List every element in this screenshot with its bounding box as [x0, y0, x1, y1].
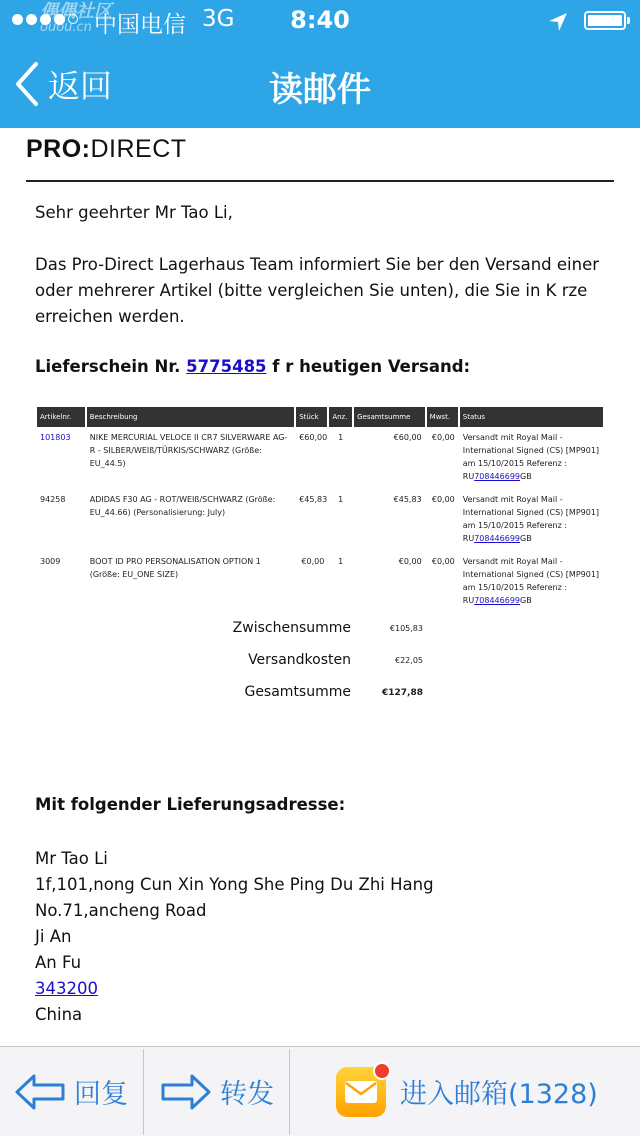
item-description: NIKE MERCURIAL VELOCE II CR7 SILVERWARE AG-R - SILBER/WEIß/TÜRKIS/SCHWARZ (Größe: EU_44.5): [89, 433, 288, 468]
table-row: [37, 427, 603, 489]
article-number: 3009: [40, 557, 61, 566]
shipping-row: [35, 652, 605, 672]
status-time: 8:40: [290, 6, 350, 34]
item-description: ADIDAS F30 AG - ROT/WEIß/SCHWARZ (Größe: EU_44.66) (Personalisierung: July): [89, 495, 276, 517]
reply-button[interactable]: [14, 1047, 128, 1136]
forward-arrow-icon: [160, 1072, 212, 1112]
delivery-heading: Lieferschein Nr. 5775485 f r heutigen Versand:: [35, 357, 471, 376]
nav-bar: [0, 40, 640, 128]
toolbar-divider: [289, 1049, 290, 1135]
item-vat: €0,00: [431, 557, 455, 566]
items-table: [35, 407, 605, 613]
item-quantity: 1: [338, 557, 344, 566]
network-type: 3G: [202, 6, 235, 32]
address-country: China: [35, 1005, 83, 1024]
toolbar-divider: [143, 1049, 144, 1135]
delivery-address: [35, 846, 434, 1028]
column-header: Artikelnr.: [37, 407, 85, 427]
grand-total-value: €127,88: [382, 688, 423, 698]
postcode-link[interactable]: 343200: [35, 979, 98, 998]
column-header: Gesamtsumme: [354, 407, 425, 427]
inbox-label: 进入邮箱(1328): [400, 1079, 598, 1110]
pro-direct-logo: PRO:DIRECT: [26, 135, 187, 163]
address-name: Mr Tao Li: [35, 849, 108, 868]
article-number: 94258: [40, 495, 66, 504]
item-price: €60,00: [299, 433, 328, 442]
delivery-number-link[interactable]: 5775485: [186, 357, 267, 376]
tracking-link[interactable]: 708446699: [474, 472, 520, 481]
grand-total-row: [35, 684, 605, 704]
greeting: Sehr geehrter Mr Tao Li,: [35, 203, 233, 222]
item-price: €45,83: [299, 495, 328, 504]
address-region: An Fu: [35, 953, 82, 972]
watermark: 偶偶社区 ouou.cn: [40, 1, 112, 35]
back-label: 返回: [48, 67, 113, 105]
item-description: BOOT ID PRO PERSONALISATION OPTION 1 (Größe: EU_ONE SIZE): [89, 557, 261, 579]
item-vat: €0,00: [431, 433, 455, 442]
unread-badge-icon: [373, 1062, 391, 1080]
item-status: Versandt mit Royal Mail - International Signed (CS) [MP901] am 15/10/2015 Referenz : RU708446699GB: [462, 495, 600, 543]
column-header: Status: [460, 407, 603, 427]
divider: [26, 180, 614, 182]
forward-label: 转发: [220, 1079, 274, 1110]
column-header: Beschreibung: [87, 407, 294, 427]
table-row: [37, 551, 603, 613]
reply-label: 回复: [74, 1079, 128, 1110]
column-header: Mwst.: [427, 407, 458, 427]
shipping-value: €22,05: [395, 656, 423, 665]
grand-total-label: Gesamtsumme: [244, 684, 351, 700]
article-number-link[interactable]: 101803: [40, 433, 71, 442]
shipping-label: Versandkosten: [248, 652, 351, 668]
item-status: Versandt mit Royal Mail - International Signed (CS) [MP901] am 15/10/2015 Referenz : RU708446699GB: [462, 433, 600, 481]
column-header: Stück: [296, 407, 327, 427]
column-header: Anz.: [329, 407, 352, 427]
item-vat: €0,00: [431, 495, 455, 504]
carrier-name: 中国电信: [94, 12, 186, 38]
tracking-link[interactable]: 708446699: [474, 596, 520, 605]
item-quantity: 1: [338, 495, 344, 504]
mailbox-icon: [336, 1067, 386, 1117]
item-status: Versandt mit Royal Mail - International Signed (CS) [MP901] am 15/10/2015 Referenz : RU708446699GB: [462, 557, 600, 605]
battery-icon: [584, 11, 626, 30]
subtotal-label: Zwischensumme: [232, 620, 351, 636]
item-total: €0,00: [398, 557, 422, 566]
page-title: 读邮件: [269, 70, 371, 110]
top-bar: [0, 0, 640, 128]
status-bar: [0, 0, 640, 40]
email-body[interactable]: [0, 128, 640, 1046]
address-line1: 1f,101,nong Cun Xin Yong She Ping Du Zhi Hang: [35, 875, 434, 894]
intro-paragraph: Das Pro-Direct Lagerhaus Team informiert Sie ber den Versand einer oder mehrerer Artikel (bitte vergleichen Sie unten), die Sie in K rze erreichen werden.: [35, 255, 600, 326]
subtotal-value: €105,83: [389, 624, 423, 633]
item-total: €45,83: [393, 495, 422, 504]
forward-button[interactable]: [160, 1047, 274, 1136]
item-quantity: 1: [338, 433, 344, 442]
item-total: €60,00: [393, 433, 422, 442]
address-line2: No.71,ancheng Road: [35, 901, 207, 920]
address-city: Ji An: [35, 927, 72, 946]
bottom-toolbar: [0, 1046, 640, 1136]
tracking-link[interactable]: 708446699: [474, 534, 520, 543]
table-row: [37, 489, 603, 551]
location-arrow-icon: [548, 12, 568, 32]
reply-arrow-icon: [14, 1072, 66, 1112]
open-inbox-button[interactable]: [336, 1047, 598, 1136]
subtotal-row: [35, 620, 605, 640]
item-price: €0,00: [301, 557, 325, 566]
address-heading: Mit folgender Lieferungsadresse:: [35, 795, 346, 814]
table-header-row: [37, 407, 603, 427]
